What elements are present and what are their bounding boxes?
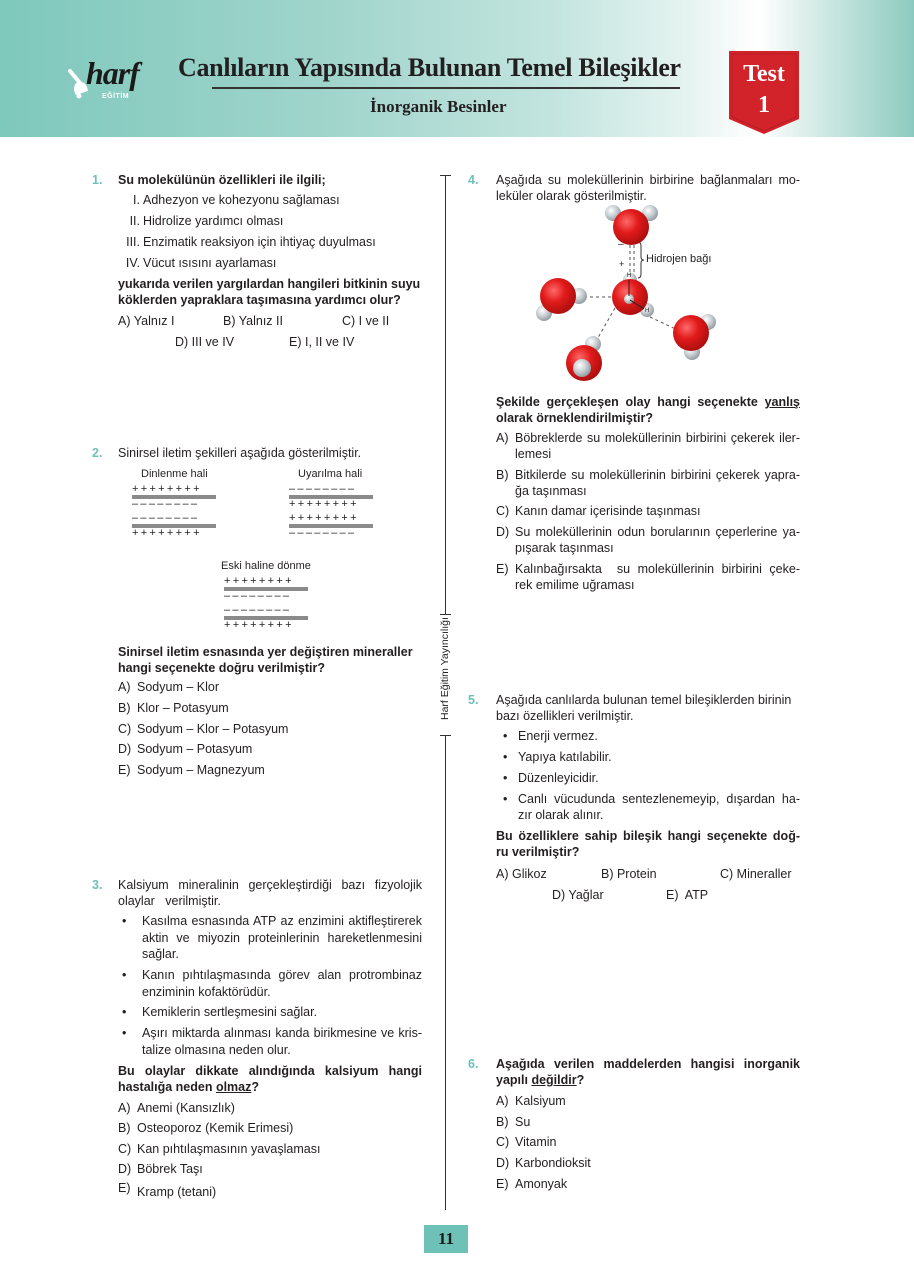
recovery-state-label: Eski haline dönme (221, 560, 311, 572)
option-c[interactable]: C) I ve II (342, 314, 390, 328)
question-stem: leküler olarak gösterilmiştir. (496, 189, 647, 203)
resting-state-label: Dinlenme hali (141, 468, 208, 480)
excited-state-label: Uyarılma hali (298, 468, 363, 480)
question-stem: Aşağıda su moleküllerinin birbirine bağlanmaları mo- (496, 173, 800, 187)
bullet-icon: • (503, 771, 508, 785)
question-2: 2. Sinirsel iletim şekilleri aşağıda gösterilmiştir. Dinlenme hali ++++++++ –––––––– –––––––– ++++++++ Uyarılma hali –––––––– ++++++++ ++++++++ –––––––– Eski haline dönme ++++++++ –––––––– –––––––– ++++++++ Sinirsel iletim esnasında yer değiştiren mineraller hangi seçenekte doğru verilmiştir? A) Sodyum – Klor B) Klor – Potasyum C) Sodyum – Klor – Potasyum D) Sodyum – Potasyum E) Sodyum – Magnezyum (92, 446, 413, 777)
question-number: 3. (92, 878, 103, 892)
logo-subtext: EĞİTİM (102, 93, 130, 100)
roman-numeral: IV. (125, 256, 140, 270)
charge-row-plus: ++++++++ (132, 483, 202, 495)
hydrogen-bond-label: Hidrojen bağı (646, 253, 712, 265)
logo-wordmark: harf (86, 55, 139, 91)
partial-negative-sign: – (618, 239, 624, 250)
question-stem: bazı özellikleri verilmiştir. (496, 709, 634, 723)
question-3: 3. Kalsiyum mineralinin gerçekleştirdiği bazı fizyolojik olaylar verilmiştir. • Kasılma esnasında ATP az enzimini aktifleştirerek aktin ve miyozin proteinlerinin hareketlenmesini sağlar. • Kanın pıhtılaşmasında görev alan protrombinaz enziminin kofaktörüdür. • Kemiklerin sertleşmesini sağlar. • Aşırı miktarda alınması kanda birikmesine ve kris- talize olmasına neden olur. Bu olaylar dikkate alındığında kalsiyum hangi hastalığa neden olmaz? A) Anemi (Kansızlık) B) Osteoporoz (Kemik Erimesi) C) Kan pıhtılaşmasının yavaşlaması D) Böbrek Taşı E) Kramp (tetani) (92, 878, 422, 1199)
charge-row-minus: –––––––– (132, 512, 200, 524)
bullet-icon: • (122, 968, 127, 982)
question-number: 1. (92, 173, 103, 187)
divider-cap (440, 614, 451, 615)
option-a[interactable]: A) Yalnız I (118, 314, 175, 328)
question-text: ru verilmiştir? (496, 845, 580, 859)
bullet-icon: • (122, 1005, 127, 1019)
divider-cap (440, 175, 451, 176)
charge-row-plus: ++++++++ (224, 619, 294, 631)
question-text: Bu olaylar dikkate alındığında kalsiyum hangi (118, 1064, 422, 1078)
bullet-icon: • (503, 792, 508, 806)
water-molecule-hydrogen-bond-figure (530, 200, 740, 390)
question-stem: Sinirsel iletim şekilleri aşağıda gösterilmiştir. (118, 446, 362, 460)
charge-row-minus: –––––––– (289, 483, 357, 495)
question-5: 5. Aşağıda canlılarda bulunan temel bileşiklerden birinin bazı özellikleri verilmiştir. • Enerji vermez. • Yapıya katılabilir. • Düzenleyicidir. • Canlı vücudunda sentezlenemeyip, dışardan ha- zır olarak alınır. Bu özelliklere sahip bileşik hangi seçenekte doğ- ru verilmiştir? A) Glikoz B) Protein C) Mineraller D) Yağlar E) ATP (468, 693, 800, 902)
statement-item: Adhezyon ve kohezyonu sağlaması (143, 193, 340, 207)
bullet-icon: • (503, 750, 508, 764)
question-number: 2. (92, 446, 103, 460)
question-text: Aşağıda verilen maddelerden hangisi inorganik (496, 1057, 800, 1071)
question-number: 5. (468, 693, 479, 707)
charge-row-plus: ++++++++ (132, 527, 202, 539)
option-a[interactable]: A) Glikoz (496, 867, 547, 881)
title-underline (212, 87, 680, 89)
question-1 (92, 173, 422, 353)
option-d[interactable]: D) Yağlar (552, 888, 604, 902)
statement-item: Enzimatik reaksiyon için ihtiyaç duyulması (143, 235, 376, 249)
page-subtitle: İnorganik Besinler (370, 97, 507, 116)
question-text: köklerden yapraklara taşımasına yardımcı olur? (118, 293, 401, 307)
publisher-logo (62, 55, 162, 110)
question-text: Şekilde gerçekleşen olay hangi seçenekte yanlış (496, 395, 800, 409)
page-header (0, 0, 914, 137)
partial-positive-sign: + (619, 259, 625, 269)
charge-row-minus: –––––––– (132, 498, 200, 510)
negation-emphasis: olmaz (215, 1080, 252, 1094)
question-text: olarak örneklendirilmiştir? (496, 411, 653, 425)
bullet-icon: • (503, 729, 508, 743)
bullet-icon: • (122, 914, 127, 928)
option-e[interactable]: E) I, II ve IV (289, 335, 355, 349)
question-text: Sinirsel iletim esnasında yer değiştiren mineraller (118, 645, 413, 659)
option-b[interactable]: B) Protein (601, 867, 657, 881)
negation-emphasis: değildir (531, 1073, 577, 1087)
roman-numeral: I. (133, 193, 140, 207)
option-c[interactable]: C) Mineraller (720, 867, 792, 881)
hydrogen-atom-label: H (645, 308, 650, 314)
bullet-icon: • (122, 1026, 127, 1040)
hydrogen-atom-label: H (627, 273, 632, 279)
question-number: 4. (468, 173, 479, 187)
statement-item: Vücut ısısını ayarlaması (143, 256, 277, 270)
roman-numeral: II. (129, 214, 140, 228)
column-divider (445, 735, 446, 1210)
negation-emphasis: yanlış (764, 395, 800, 409)
charge-row-plus: ++++++++ (289, 512, 359, 524)
charge-row-plus: ++++++++ (224, 575, 294, 587)
roman-numeral: III. (126, 235, 140, 249)
publisher-credit: Harf Eğitim Yayıncılığı (439, 617, 451, 720)
question-text: yapılı değildir? (496, 1073, 585, 1087)
question-stem: Su molekülünün özellikleri ile ilgili; (118, 173, 326, 187)
statement-item: Hidrolize yardımcı olması (143, 214, 284, 228)
question-stem: olaylar verilmiştir. (118, 894, 221, 908)
question-6: 6. Aşağıda verilen maddelerden hangisi inorganik yapılı değildir? A) Kalsiyum B) Su C) Vitamin D) Karbondioksit E) Amonyak (468, 1057, 800, 1191)
question-4: 4. Aşağıda su moleküllerinin birbirine bağlanmaları mo- leküler olarak gösterilmiştir. – + H H Hidrojen bağı Şekilde gerçekleşen olay hangi seçenekte yanlış olarak örneklendirilmiştir? A) Böbreklerde su moleküllerinin birbirini çekerek iler- lemesi B) Bitkilerde su moleküllerinin birbirini çekerek yapra- ğa taşınması C) Kanın damar içerisinde taşınması D) Su moleküllerinin odun borularının çeperlerine ya- pışarak taşınması E) Kalınbağırsakta su moleküllerinin birbirini çeke- rek emilime uğraması (468, 173, 800, 592)
option-e[interactable]: E) ATP (666, 888, 709, 902)
test-badge (729, 51, 799, 134)
charge-row-minus: –––––––– (289, 527, 357, 539)
question-text: hastalığa neden olmaz? (118, 1080, 260, 1094)
page-number: 11 (424, 1225, 468, 1253)
question-text: hangi seçenekte doğru verilmiştir? (118, 661, 326, 675)
page-title: Canlıların Yapısında Bulunan Temel Bileşikler (178, 53, 681, 82)
option-d[interactable]: D) III ve IV (175, 335, 235, 349)
column-divider (445, 175, 446, 615)
question-text: yukarıda verilen yargılardan hangileri bitkinin suyu (118, 277, 421, 291)
question-stem: Kalsiyum mineralinin gerçekleştirdiği bazı fizyolojik (118, 878, 422, 892)
charge-row-minus: –––––––– (224, 590, 292, 602)
question-text: Bu özelliklere sahip bileşik hangi seçenekte doğ- (496, 829, 800, 843)
question-number: 6. (468, 1057, 479, 1071)
badge-label: Test (743, 61, 785, 87)
option-b[interactable]: B) Yalnız II (223, 314, 283, 328)
charge-row-minus: –––––––– (224, 604, 292, 616)
charge-row-plus: ++++++++ (289, 498, 359, 510)
question-stem: Aşağıda canlılarda bulunan temel bileşiklerden birinin (496, 693, 792, 707)
badge-number: 1 (758, 92, 770, 118)
